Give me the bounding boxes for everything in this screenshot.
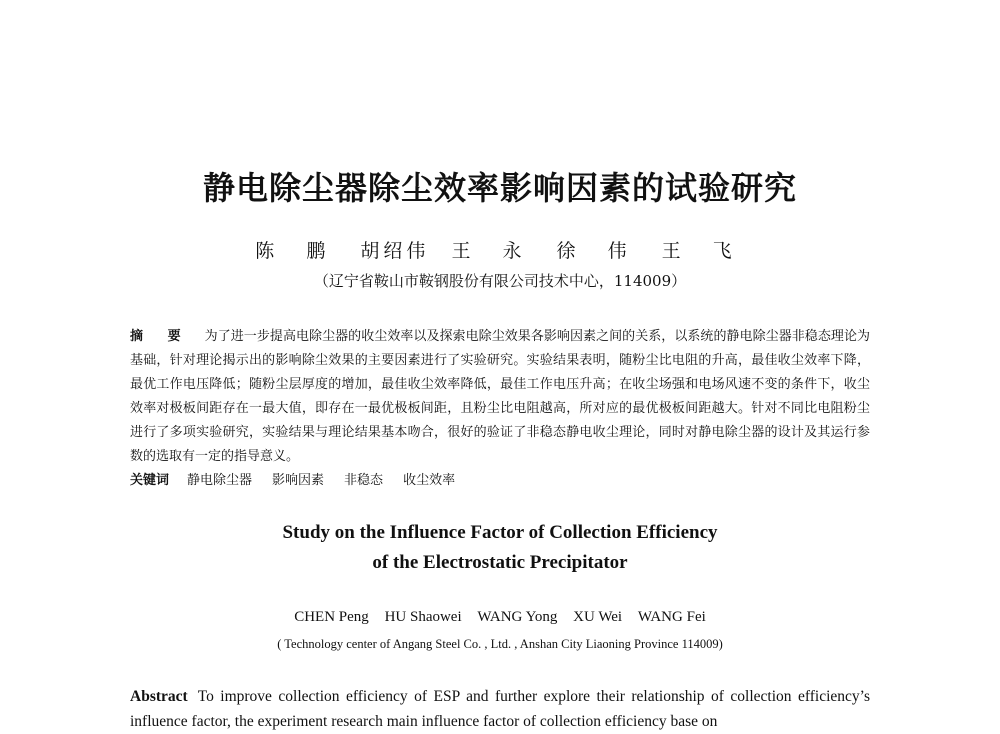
english-title [0,518,1000,578]
keyword: 静电除尘器 [187,473,253,488]
english-abstract-label: Abstract [130,688,188,705]
keyword: 非稳态 [344,473,384,488]
keyword: 收尘效率 [403,473,456,488]
chinese-author: 徐 伟 [556,240,640,262]
english-author: WANG Fei [637,609,706,625]
english-author: CHEN Peng [294,609,369,625]
keyword: 影响因素 [272,473,325,488]
english-title-line-2: of the Electrostatic Precipitator [372,552,628,573]
chinese-author-list [0,238,1000,264]
chinese-author: 王 永 [451,240,535,262]
keywords-label: 关键词 [130,473,170,488]
english-affiliation: ( Technology center of Angang Steel Co. , Ltd. , Anshan City Liaoning Province 114009) [277,637,723,651]
chinese-abstract-label: 摘 要 [130,329,191,344]
chinese-author: 胡绍伟 [360,240,430,262]
chinese-abstract [130,325,870,493]
english-author: XU Wei [573,609,623,625]
chinese-abstract-text: 为了进一步提高电除尘器的收尘效率以及探索电除尘效果各影响因素之间的关系，以系统的静电除尘器非稳态理论为基础，针对理论揭示出的影响除尘效果的主要因素进行了实验研究。实验结果表明，随粉尘比电阻的升高，最佳收尘效率下降，最优工作电压降低；随粉尘层厚度的增加，最佳收尘效率降低，最佳工作电压升高；在收尘场强和电场风速不变的条件下，收尘效率对极板间距存在一最大值，即存在一最优极板间距，且粉尘比电阻越高，所对应的最优极板间距越大。针对不同比电阻粉尘进行了多项实验研究，实验结果与理论结果基本吻合，很好的验证了非稳态静电收尘理论，同时对静电除尘器的设计及其运行参数的选取有一定的指导意义。 [130,329,870,464]
english-abstract-text: To improve collection efficiency of ESP and further explore their relationship of collection efficiency’s influence factor, the experiment research main influence factor of collection efficiency base on [130,688,870,730]
chinese-affiliation: （辽宁省鞍山市鞍钢股份有限公司技术中心，114009） [313,272,687,290]
english-author-list [0,606,1000,628]
english-title-line-1: Study on the Influence Factor of Collection Efficiency [282,522,718,543]
chinese-author: 王 飞 [661,240,745,262]
keywords-line [130,469,870,493]
english-author: WANG Yong [477,609,558,625]
english-author: HU Shaowei [384,609,462,625]
chinese-title: 静电除尘器除尘效率影响因素的试验研究 [202,169,797,207]
chinese-author: 陈 鹏 [255,240,339,262]
english-abstract [130,684,870,734]
